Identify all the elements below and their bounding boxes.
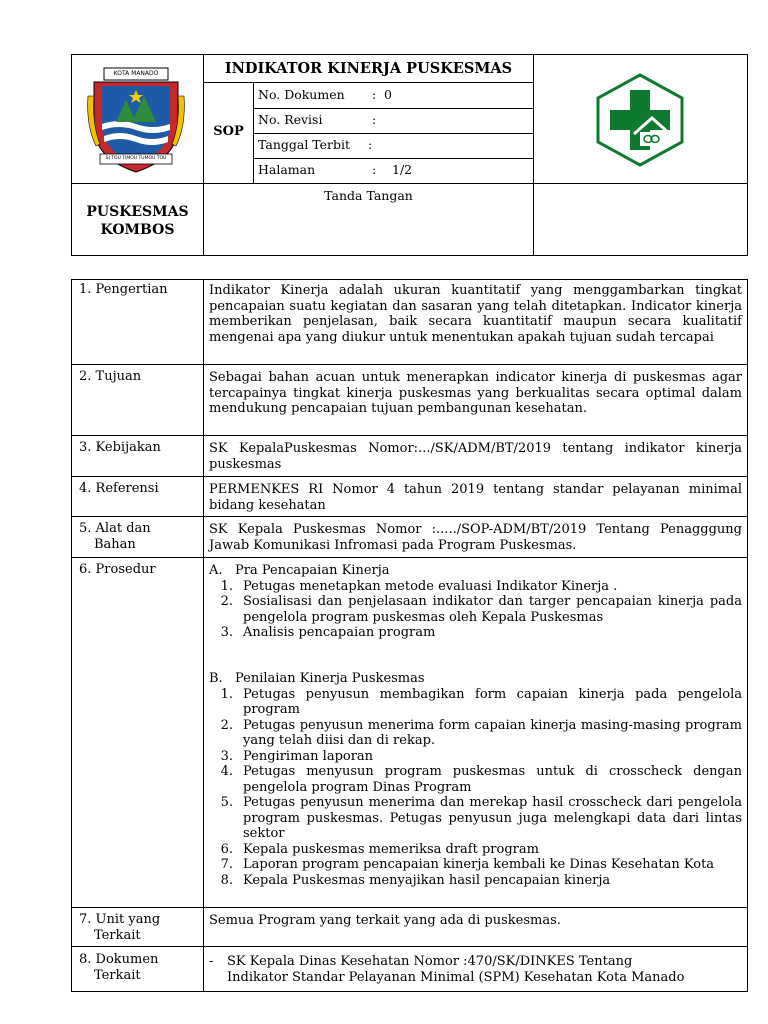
org-name: PUSKESMAS KOMBOS — [86, 204, 189, 238]
label-unit-terkait: 7. Unit yang Terkait — [79, 912, 161, 943]
doc-field-tanggal: Tanggal Terbit : — [258, 137, 373, 152]
label-referensi: 4. Referensi — [79, 481, 159, 496]
signature-label: Tanda Tangan — [324, 188, 413, 203]
list-item: 7. Laporan program pencapaian kinerja kembali ke Dinas Kesehatan Kota — [220, 857, 715, 872]
list-item: 1. Petugas penyusun membagikan form capaian kinerja pada pengelola program — [220, 686, 742, 717]
list-item: 8. Kepala Puskesmas menyajikan hasil pencapaian kinerja — [220, 872, 611, 888]
text-referensi: PERMENKES RI Nomor 4 tahun 2019 tentang standar pelayanan minimal bidang kesehatan — [209, 482, 742, 513]
label-alat-bahan: 5. Alat dan Bahan — [79, 521, 151, 552]
list-item: 1. Petugas menetapkan metode evaluasi Indikator Kinerja . — [220, 578, 618, 594]
list-item: 4. Petugas menyusun program puskesmas untuk di crosscheck dengan pengelola program Dinas Program — [220, 764, 742, 795]
label-dokumen-terkait: 8. Dokumen Terkait — [79, 952, 159, 983]
list-item: 3. Analisis pencapaian program — [220, 625, 436, 640]
label-prosedur: 6. Prosedur — [79, 562, 156, 577]
list-item: 3. Pengiriman laporan — [220, 748, 374, 764]
logo-motto: SI TOU TIMOU TUMOU TOU — [105, 156, 167, 161]
label-kebijakan: 3. Kebijakan — [79, 440, 161, 455]
text-kebijakan: SK KepalaPuskesmas Nomor:.../SK/ADM/BT/2019 tentang indikator kinerja puskesmas — [209, 441, 742, 472]
label-pengertian: 1. Pengertian — [79, 282, 168, 297]
document-title: INDIKATOR KINERJA PUSKESMAS — [224, 60, 513, 77]
prosedur-group-b — [209, 671, 742, 888]
list-item: 2. Sosialisasi dan penjelasaan indikator dan targer pencapaian kinerja pada pengelola program puskesmas oleh Kepala Puskesmas — [220, 594, 742, 625]
label-tujuan: 2. Tujuan — [79, 369, 142, 384]
doc-field-halaman: Halaman : 1/2 — [258, 162, 413, 177]
sop-label: SOP — [213, 124, 244, 139]
city-logo — [86, 66, 186, 176]
text-alat-bahan: SK Kepala Puskesmas Nomor :...../SOP-ADM/BT/2019 Tentang Penagggung Jawab Komunikasi Infromasi pada Program Puskesmas. — [209, 522, 742, 553]
logo-city-label: KOTA MANADO — [113, 70, 159, 77]
text-dokumen-terkait: - SK Kepala Dinas Kesehatan Nomor :470/SK/DINKES Tentang Indikator Standar Pelayanan Minimal (SPM) Kesehatan Kota Manado — [209, 954, 685, 985]
doc-field-nomor: No. Dokumen : 0 — [258, 87, 392, 102]
text-pengertian: Indikator Kinerja adalah ukuran kuantitatif yang menggambarkan tingkat pencapaian suatu kegiatan dan sasaran yang telah ditetapkan. Indicator kinerja memberikan penjelasan, baik secara kuantitatif maupun secara kualitatif mengenai apa yang diukur untuk menentukan apakah tujuan sudah tercapai — [209, 283, 742, 345]
list-item: 6. Kepala puskesmas memeriksa draft program — [220, 841, 539, 857]
text-unit-terkait: Semua Program yang terkait yang ada di puskesmas. — [209, 913, 561, 928]
prosedur-group-a-title: A. Pra Pencapaian Kinerja — [209, 563, 390, 578]
list-item: 5. Petugas penyusun menerima dan merekap hasil crosscheck dari pengelola program puskesmas. Petugas penyusun juga melengkapi data dari lintas sektor — [220, 795, 742, 841]
puskesmas-logo — [594, 72, 686, 168]
text-tujuan: Sebagai bahan acuan untuk menerapkan indicator kinerja di puskesmas agar tercapainya tingkat kinerja puskesmas yang berkualitas secara optimal dalam mendukung pencapaian tujuan pembangunan kesehatan. — [209, 370, 742, 416]
list-item: 2. Petugas penyusun menerima form capaian kinerja masing-masing program yang telah diisi dan di rekap. — [220, 717, 742, 748]
prosedur-group-b-title: B. Penilaian Kinerja Puskesmas — [209, 671, 425, 686]
prosedur-group-a — [209, 563, 742, 641]
doc-field-revisi: No. Revisi : — [258, 112, 377, 127]
